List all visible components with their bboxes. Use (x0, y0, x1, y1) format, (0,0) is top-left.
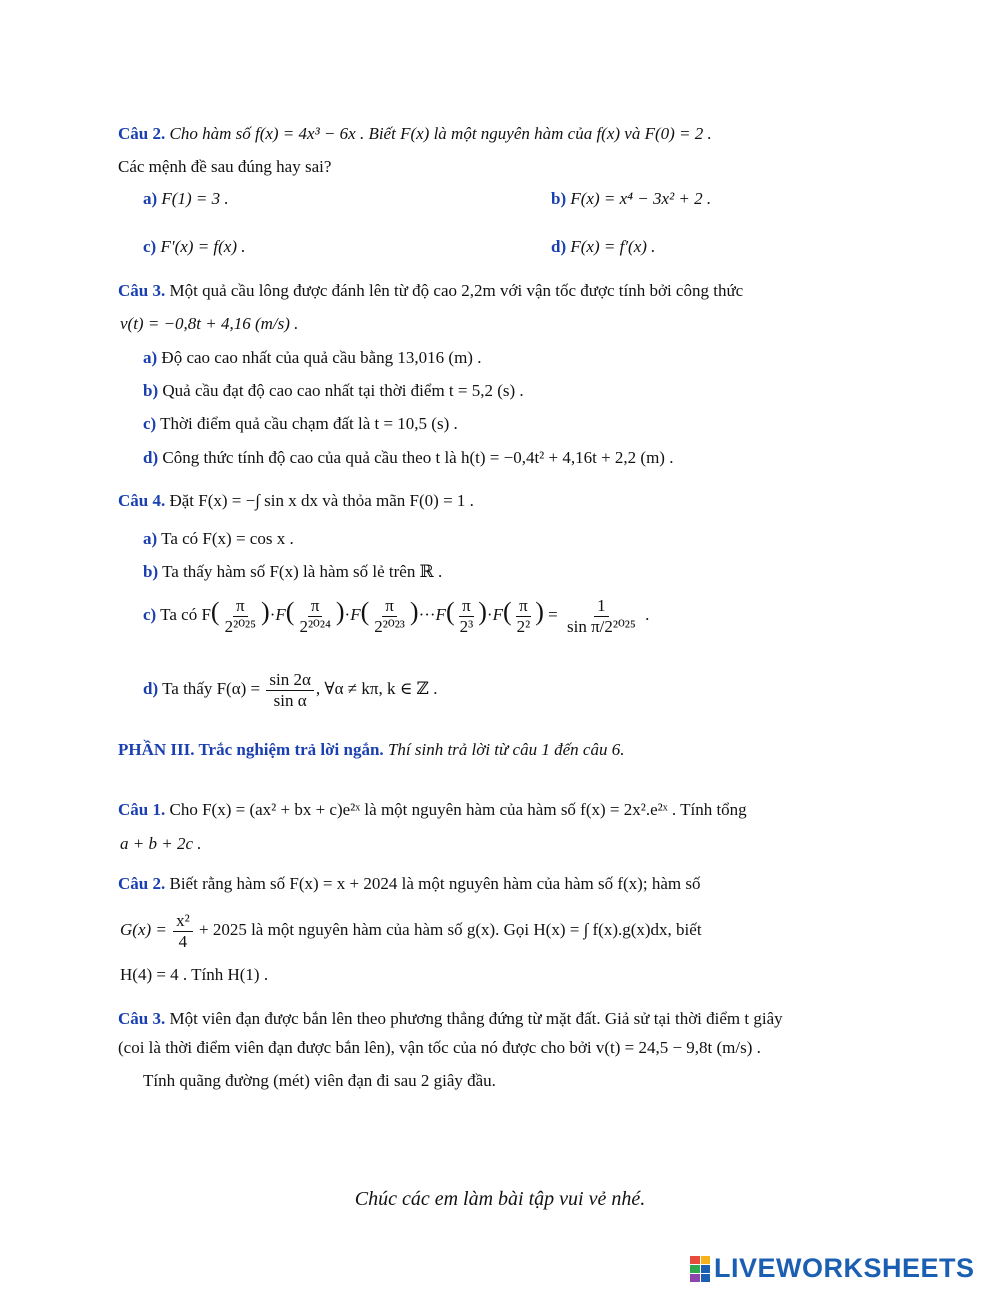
s1-line1 (118, 799, 747, 821)
s3-text: Một viên đạn được bắn lên theo phương thẳng đứng từ mặt đất. Giả sử tại thời điểm t giây (169, 1009, 783, 1028)
q4-option-c: c) Ta có F( $\frac{\pi}{\text{2²⁰²⁵}}$ )·F( $\frac{\pi}{\text{2²⁰²⁴}}$ )·F( $\frac{\pi}{\text{2²⁰²³}}$ )···F( $\frac{\pi}{\text{2³}}$ )·F( $\frac{\pi}{\text{2²}}$ ) = $\frac{1}{\text{sin π/2²⁰²⁵}}$ . (143, 595, 650, 636)
part3-title: PHẦN III. Trắc nghiệm trả lời ngắn. (118, 740, 384, 759)
q4-c-fraction-1: $\frac{\pi}{\text{2²⁰²⁵}}$ (224, 595, 257, 636)
q4-option-d-suffix: , ∀α ≠ kπ, k ∈ ℤ . (315, 679, 438, 698)
q4-stem (118, 490, 474, 512)
liveworksheets-logo (690, 1253, 975, 1284)
q4-option-c-label: c) (143, 605, 157, 624)
q2-option-d (551, 236, 655, 258)
s2-line1 (118, 873, 700, 895)
q3-stem-line2: v(t) = −0,8t + 4,16 (m/s) . (120, 314, 299, 333)
q4-option-a-text: Ta có F(x) = cos x . (161, 529, 294, 548)
q3-option-a-text: Độ cao cao nhất của quả cầu bằng 13,016 (m) . (161, 348, 482, 367)
q4-label: Câu 4. (118, 491, 166, 510)
q3-option-a (143, 347, 481, 369)
s3-line3: Tính quãng đường (mét) viên đạn đi sau 2 giây đầu. (143, 1071, 496, 1090)
q3-option-d (143, 447, 673, 469)
q3-option-b-label: b) (143, 381, 159, 400)
q2-label: Câu 2. (118, 124, 166, 143)
q4-option-a (143, 528, 294, 550)
q2-option-c-label: c) (143, 237, 157, 256)
q4-option-a-label: a) (143, 529, 158, 548)
q2-option-b (551, 188, 711, 210)
q2-option-c (143, 236, 246, 258)
s2-line2 (120, 910, 702, 952)
q4-c-fraction-2: $\frac{\pi}{\text{2²⁰²⁴}}$ (299, 595, 331, 636)
q3-option-c-label: c) (143, 414, 157, 433)
s1-label: Câu 1. (118, 800, 166, 819)
s3-line1 (118, 1008, 783, 1030)
s3-label: Câu 3. (118, 1009, 166, 1028)
q3-option-a-label: a) (143, 348, 158, 367)
q4-d-fraction: $\frac{\sin 2\alpha}{\text{sin α}}$ (266, 670, 314, 711)
q2-stem-line2: Các mệnh đề sau đúng hay sai? (118, 157, 332, 176)
q4-option-c-prefix: Ta có F (160, 605, 211, 624)
q2-stem-text: Cho hàm số f(x) = 4x³ − 6x . Biết F(x) là một nguyên hàm của f(x) và F(0) = 2 . (169, 124, 712, 143)
q2-option-d-label: d) (551, 237, 567, 256)
closing-message: Chúc các em làm bài tập vui vẻ nhé. (354, 1188, 646, 1210)
q4-option-d-prefix: Ta thấy F(α) = (162, 679, 261, 698)
s2-g-suffix: + 2025 là một nguyên hàm của hàm số g(x). Gọi H(x) = ∫ f(x).g(x)dx, biết (198, 920, 702, 939)
q3-option-d-text: Công thức tính độ cao của quả cầu theo t là h(t) = −0,4t² + 4,16t + 2,2 (m) . (162, 448, 674, 467)
q2-stem-line1 (118, 123, 712, 145)
q4-c-rhs-fraction: $\frac{1}{\text{sin π/2²⁰²⁵}}$ (567, 595, 636, 636)
s1-text: Cho F(x) = (ax² + bx + c)e²ˣ là một nguyên hàm của hàm số f(x) = 2x².e²ˣ . Tính tổng (169, 800, 747, 819)
q2-option-b-label: b) (551, 189, 567, 208)
liveworksheets-logo-text: LIVEWORKSHEETS (714, 1253, 975, 1283)
q4-c-fraction-5: $\frac{\pi}{\text{2²}}$ (516, 595, 531, 636)
q4-stem-text: Đặt F(x) = −∫ sin x dx và thỏa mãn F(0) = 1 . (169, 491, 474, 510)
q4-option-b-text: Ta thấy hàm số F(x) là hàm số lẻ trên ℝ . (162, 562, 443, 581)
part3-subtitle: Thí sinh trả lời từ câu 1 đến câu 6. (387, 740, 625, 759)
s2-g-fraction: $\frac{\text{x²}}{4}$ (173, 911, 193, 952)
q3-option-b-text: Quả cầu đạt độ cao cao nhất tại thời điểm t = 5,2 (s) . (162, 381, 524, 400)
q2-option-c-text: F′(x) = f(x) . (160, 237, 246, 256)
q4-c-fraction-3: $\frac{\pi}{\text{2²⁰²³}}$ (374, 595, 405, 636)
q4-option-b (143, 561, 442, 583)
s2-label: Câu 2. (118, 874, 166, 893)
q2-option-d-text: F(x) = f′(x) . (570, 237, 656, 256)
q4-option-d (143, 669, 437, 711)
s2-line3: H(4) = 4 . Tính H(1) . (120, 965, 269, 984)
q3-option-c (143, 413, 458, 435)
q4-option-b-label: b) (143, 562, 159, 581)
s2-text: Biết rằng hàm số F(x) = x + 2024 là một nguyên hàm của hàm số f(x); hàm số (169, 874, 701, 893)
s3-line2: (coi là thời điểm viên đạn được bắn lên), vận tốc của nó được cho bởi v(t) = 24,5 − 9,8t (m/s) . (118, 1038, 761, 1057)
s1-line2: a + b + 2c . (120, 834, 202, 853)
q3-option-b (143, 380, 524, 402)
q4-c-fraction-4: $\frac{\pi}{\text{2³}}$ (459, 595, 474, 636)
q2-option-a-text: F(1) = 3 . (161, 189, 229, 208)
q3-stem-text: Một quả cầu lông được đánh lên từ độ cao 2,2m với vận tốc được tính bởi công thức (169, 281, 744, 300)
part3-heading (118, 739, 624, 761)
q2-option-a (143, 188, 229, 210)
q4-option-d-label: d) (143, 679, 159, 698)
q3-option-c-text: Thời điểm quả cầu chạm đất là t = 10,5 (s) . (160, 414, 458, 433)
s2-g-prefix: G(x) = (120, 920, 167, 939)
q2-option-b-text: F(x) = x⁴ − 3x² + 2 . (570, 189, 712, 208)
q3-label: Câu 3. (118, 281, 166, 300)
q3-option-d-label: d) (143, 448, 159, 467)
q2-option-a-label: a) (143, 189, 158, 208)
q3-stem-line1 (118, 280, 743, 302)
liveworksheets-logo-icon (690, 1256, 710, 1282)
